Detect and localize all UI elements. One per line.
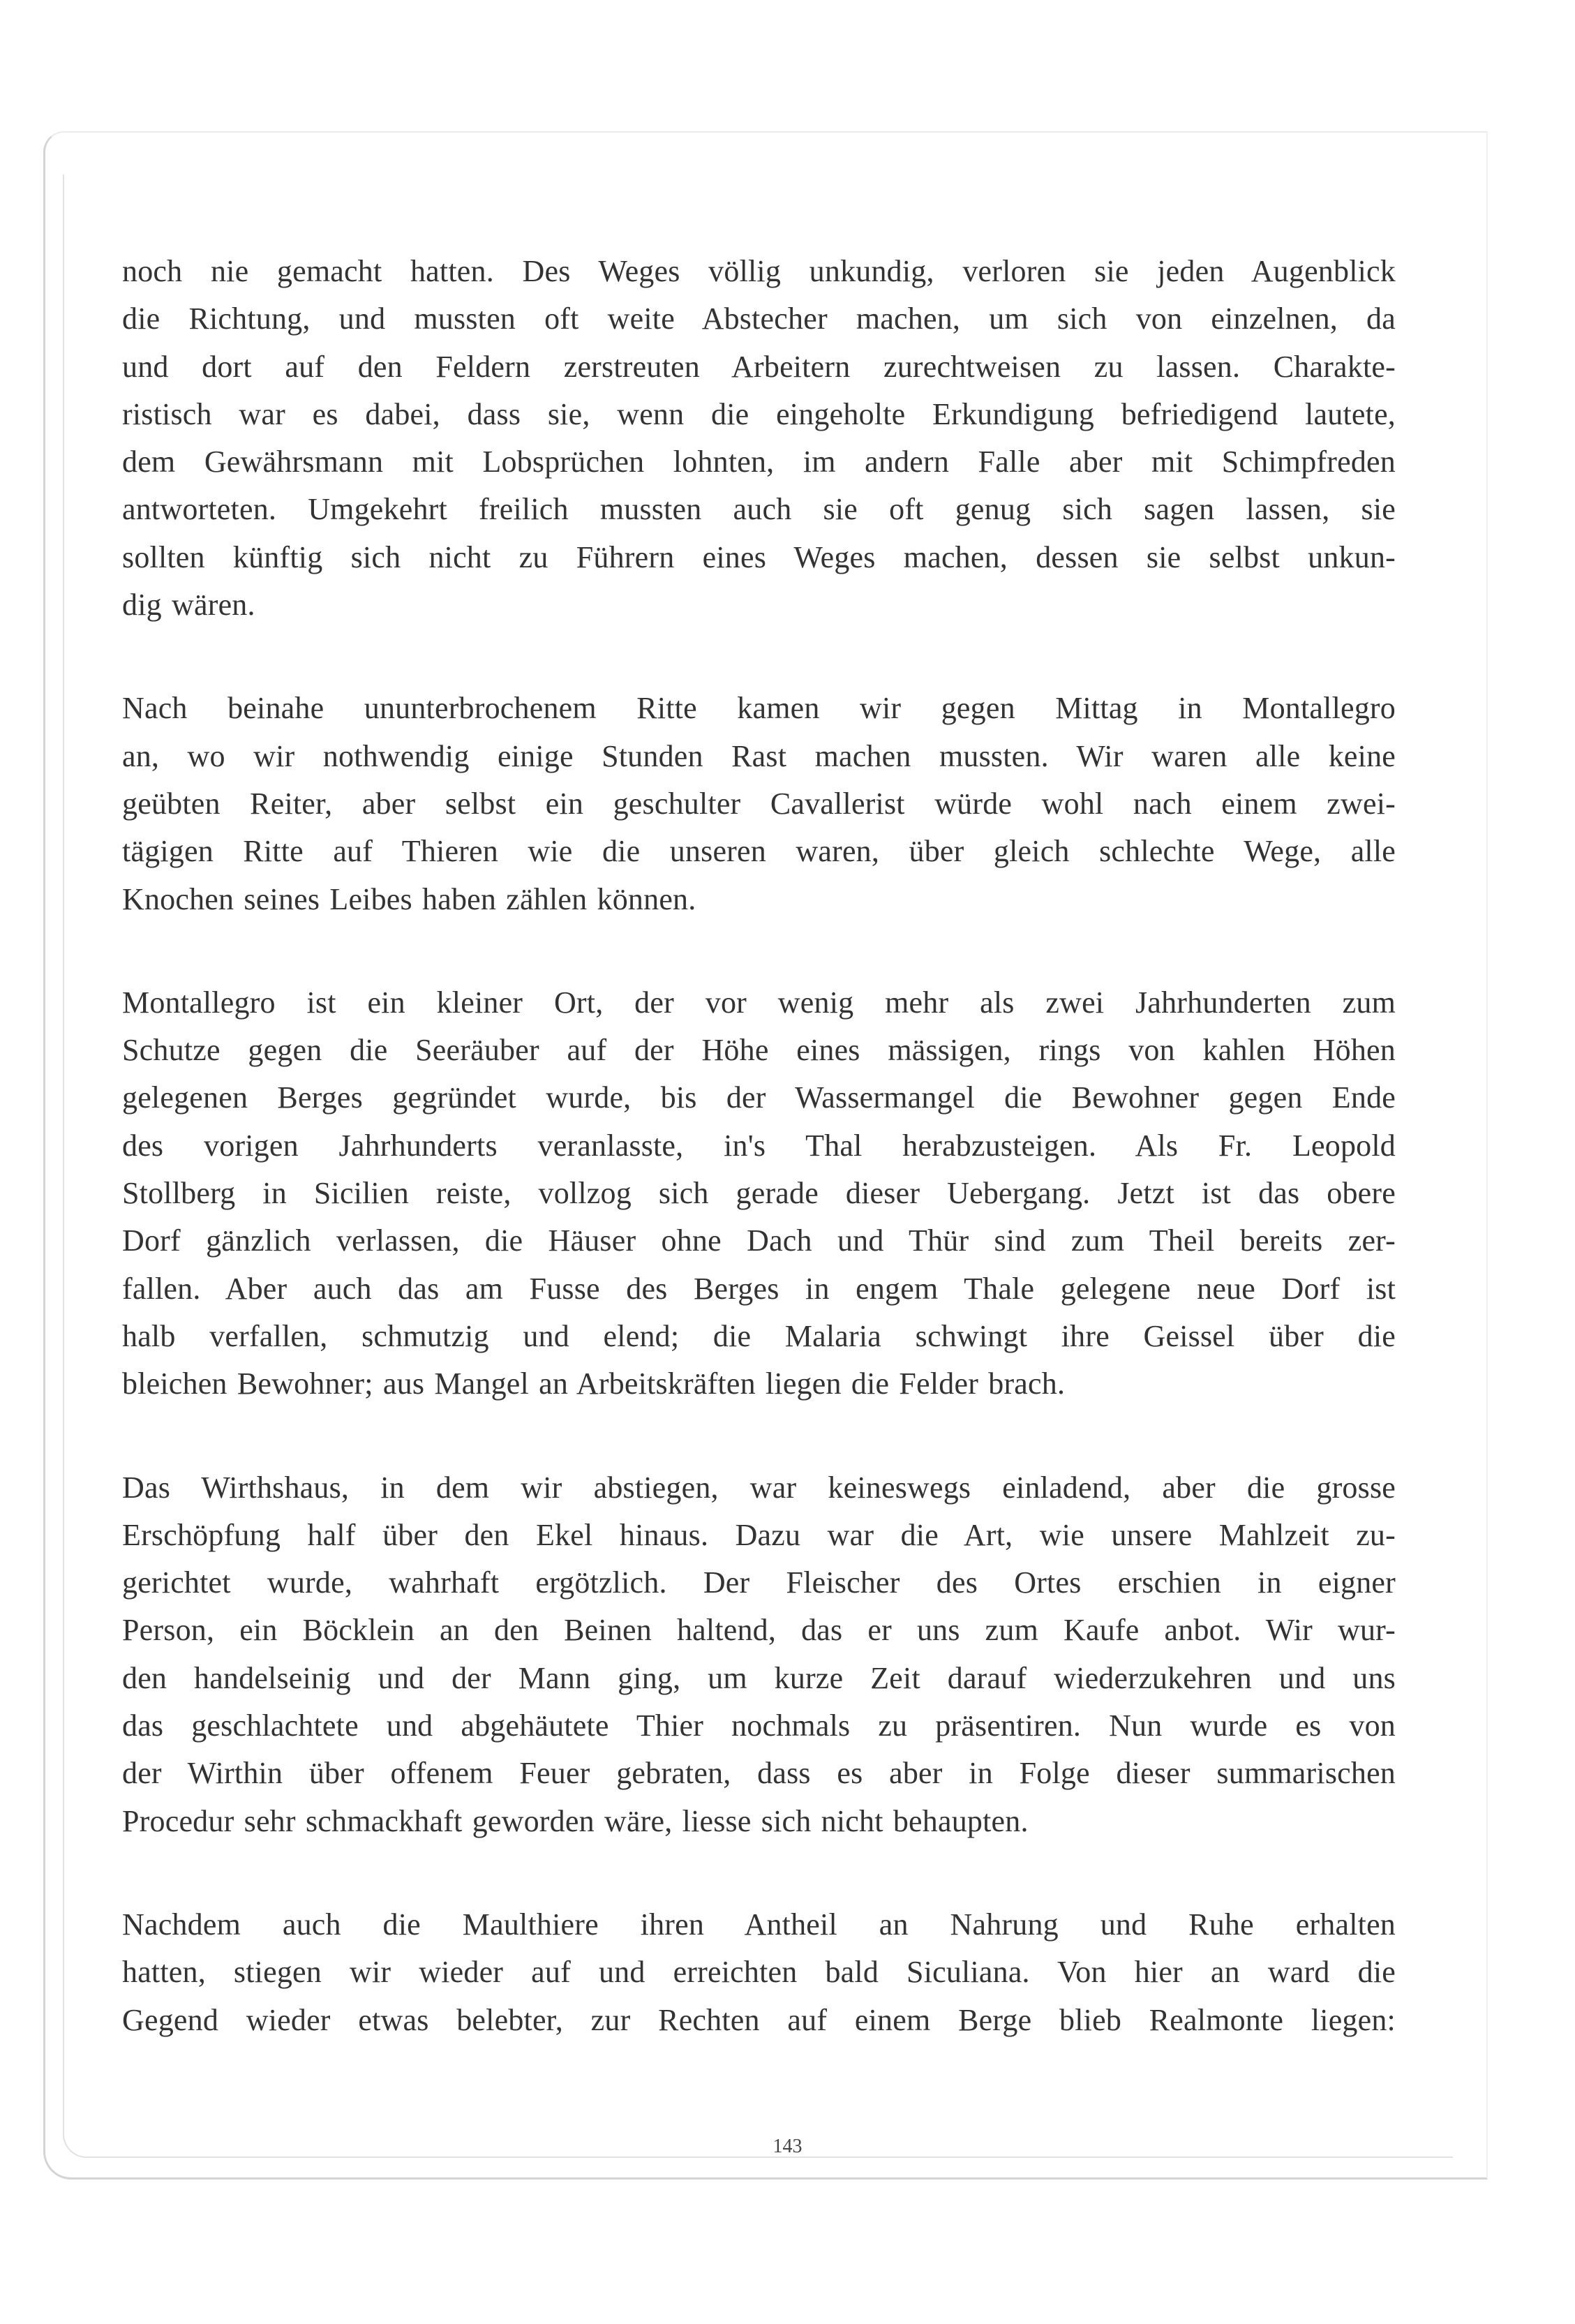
text-line: an, wo wir nothwendig einige Stunden Rast machen mussten. Wir waren alle keine xyxy=(122,738,1396,773)
text-line: hatten, stiegen wir wieder auf und erreichten bald Siculiana. Von hier an ward die xyxy=(122,1955,1396,1990)
text-line: dig wären. xyxy=(122,588,255,623)
text-line: Montallegro ist ein kleiner Ort, der vor wenig mehr als zwei Jahrhunderten zum xyxy=(122,985,1396,1020)
text-line: der Wirthin über offenem Feuer gebraten, dass es aber in Folge dieser summarischen xyxy=(122,1756,1396,1791)
text-line: Dorf gänzlich verlassen, die Häuser ohne Dach und Thür sind zum Theil bereits zer- xyxy=(122,1223,1396,1258)
page-number: 143 xyxy=(772,2136,803,2157)
paragraph-2 xyxy=(122,685,1396,923)
text-line: Nach beinahe ununterbrochenem Ritte kamen wir gegen Mittag in Montallegro xyxy=(122,691,1396,726)
text-line: Stollberg in Sicilien reiste, vollzog sich gerade dieser Uebergang. Jetzt ist das obere xyxy=(122,1176,1396,1211)
text-line: Knochen seines Leibes haben zählen können. xyxy=(122,881,696,916)
paragraph-1 xyxy=(122,248,1396,629)
text-line: den handelseinig und der Mann ging, um kurze Zeit darauf wiederzukehren und uns xyxy=(122,1660,1396,1695)
paragraph-3 xyxy=(122,979,1396,1408)
text-line: noch nie gemacht hatten. Des Weges völlig unkundig, verloren sie jeden Augenblick xyxy=(122,254,1396,288)
text-line: tägigen Ritte auf Thieren wie die unseren waren, über gleich schlechte Wege, alle xyxy=(122,834,1396,869)
text-line: Person, ein Böcklein an den Beinen haltend, das er uns zum Kaufe anbot. Wir wur- xyxy=(122,1613,1396,1648)
paragraph-4 xyxy=(122,1464,1396,1845)
text-line: ristisch war es dabei, dass sie, wenn die eingeholte Erkundigung befriedigend lautete, xyxy=(122,396,1396,431)
text-line: die Richtung, und mussten oft weite Abstecher machen, um sich von einzelnen, da xyxy=(122,301,1396,336)
text-line: Das Wirthshaus, in dem wir abstiegen, war keineswegs einladend, aber die grosse xyxy=(122,1470,1396,1505)
text-line: gerichtet wurde, wahrhaft ergötzlich. Der Fleischer des Ortes erschien in eigner xyxy=(122,1565,1396,1600)
text-line: halb verfallen, schmutzig und elend; die Malaria schwingt ihre Geissel über die xyxy=(122,1318,1396,1353)
text-line: Schutze gegen die Seeräuber auf der Höhe eines mässigen, rings von kahlen Höhen xyxy=(122,1033,1396,1068)
text-line: Nachdem auch die Maulthiere ihren Antheil an Nahrung und Ruhe erhalten xyxy=(122,1907,1396,1942)
text-line: fallen. Aber auch das am Fusse des Berges in engem Thale gelegene neue Dorf ist xyxy=(122,1271,1396,1306)
text-line: geübten Reiter, aber selbst ein geschulter Cavallerist würde wohl nach einem zwei- xyxy=(122,786,1396,821)
text-line: bleichen Bewohner; aus Mangel an Arbeitskräften liegen die Felder brach. xyxy=(122,1366,1066,1401)
text-line: dem Gewährsmann mit Lobsprüchen lohnten, im andern Falle aber mit Schimpfreden xyxy=(122,445,1396,479)
text-line: sollten künftig sich nicht zu Führern eines Weges machen, dessen sie selbst unkun- xyxy=(122,539,1396,574)
text-line: das geschlachtete und abgehäutete Thier nochmals zu präsentiren. Nun wurde es von xyxy=(122,1708,1396,1743)
text-line: und dort auf den Feldern zerstreuten Arbeitern zurechtweisen zu lassen. Charakte- xyxy=(122,349,1396,384)
page-text-block xyxy=(122,248,1396,2100)
text-line: gelegenen Berges gegründet wurde, bis der Wassermangel die Bewohner gegen Ende xyxy=(122,1080,1396,1115)
text-line: des vorigen Jahrhunderts veranlasste, in's Thal herabzusteigen. Als Fr. Leopold xyxy=(122,1128,1396,1163)
paragraph-5 xyxy=(122,1901,1396,2044)
text-line: antworteten. Umgekehrt freilich mussten auch sie oft genug sich sagen lassen, sie xyxy=(122,492,1396,527)
text-line: Procedur sehr schmackhaft geworden wäre, liesse sich nicht behaupten. xyxy=(122,1803,1029,1838)
text-line: Gegend wieder etwas belebter, zur Rechten auf einem Berge blieb Realmonte liegen: xyxy=(122,2002,1396,2037)
text-line: Erschöpfung half über den Ekel hinaus. Dazu war die Art, wie unsere Mahlzeit zu- xyxy=(122,1517,1396,1552)
